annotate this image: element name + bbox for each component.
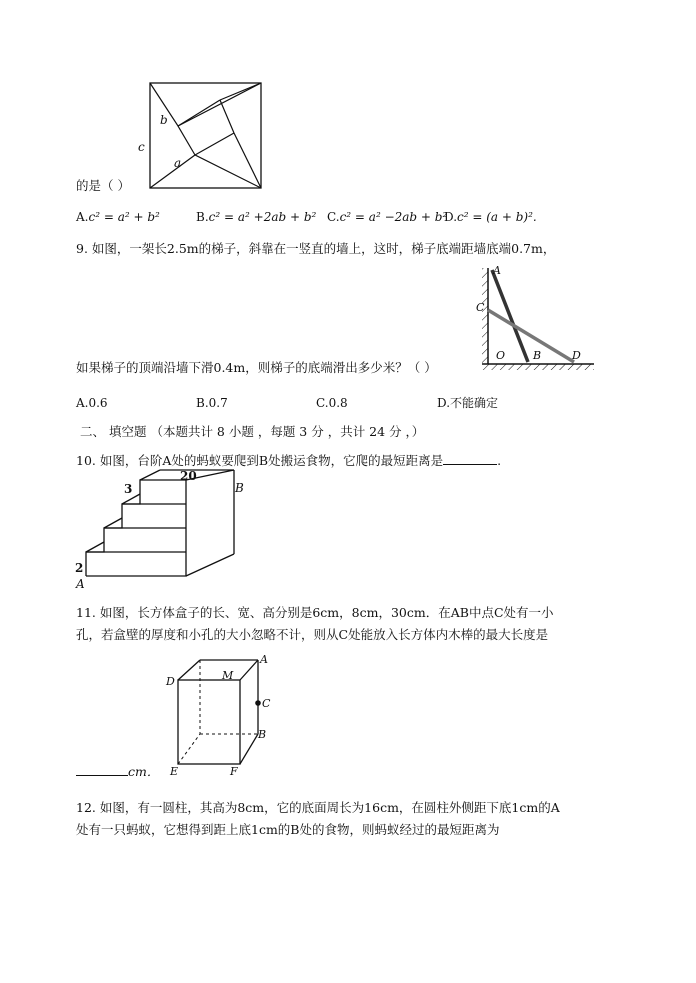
q10-label-3: 3 — [124, 482, 133, 496]
q12-line1: 12. 如图，有一圆柱，其高为8cm，它的底面周长为16cm，在圆柱外侧距下底1cm的A — [76, 800, 560, 815]
q11-label-F: F — [230, 765, 238, 778]
q9-figure — [472, 262, 600, 374]
q9-label-O: O — [496, 349, 506, 362]
section2-title: 二、 填空题 （本题共计 8 小题 ，每题 3 分 ，共计 24 分 ，） — [80, 424, 425, 439]
q9-option-d: D.不能确定 — [437, 396, 499, 410]
q10-text: 10. 如图，台阶A处的蚂蚁要爬到B处搬运食物，它爬的最短距离是 . — [76, 453, 502, 468]
q11-answer-blank[interactable] — [76, 764, 128, 776]
q11-label-M: M — [222, 669, 234, 682]
q8-figure — [138, 78, 270, 193]
q10-label-A: A — [76, 577, 85, 591]
q10-label-B: B — [235, 481, 244, 495]
q8-label-c: c — [138, 140, 145, 154]
q8-option-d: D.c² = (a + b)². — [444, 210, 537, 224]
q9-label-D: D — [572, 349, 581, 362]
q8-option-a: A.c² = a² + b² — [76, 210, 160, 224]
q10-label-20: 20 — [180, 469, 197, 483]
q9-label-B: B — [533, 349, 542, 362]
q11-label-D: D — [166, 675, 175, 688]
q11-label-C: C — [262, 697, 271, 710]
q9-line2: 如果梯子的顶端沿墙下滑0.4m，则梯子的底端滑出多少米？（ ） — [76, 360, 437, 375]
q9-label-A: A — [493, 264, 501, 277]
q8-label-b: b — [160, 113, 168, 127]
q11-label-B: B — [258, 728, 267, 741]
q8-label-a: a — [174, 156, 182, 170]
q8-stem-tail: 的是（ ） — [76, 178, 130, 193]
q11-figure — [162, 652, 282, 780]
q9-line1: 9. 如图，一架长2.5m的梯子，斜靠在一竖直的墙上，这时，梯子底端距墙底端0.7m， — [76, 241, 556, 256]
q9-label-C: C — [476, 301, 485, 314]
q10-figure — [72, 466, 242, 592]
q12-line2: 处有一只蚂蚁，它想得到距上底1cm的B处的食物，则蚂蚁经过的最短距离为 — [76, 822, 500, 837]
q10-label-2: 2 — [75, 561, 84, 575]
q11-line2: 孔，若盒壁的厚度和小孔的大小忽略不计，则从C处能放入长方体内木棒的最大长度是 — [76, 627, 549, 642]
q9-option-a: A.0.6 — [76, 396, 108, 410]
q11-answer-line: cm． — [76, 764, 159, 780]
q11-label-A: A — [260, 653, 268, 666]
q9-option-c: C.0.8 — [316, 396, 348, 410]
q11-label-E: E — [170, 765, 179, 778]
q9-option-b: B.0.7 — [196, 396, 228, 410]
q10-answer-blank[interactable] — [443, 453, 497, 465]
q8-option-b: B.c² = a² +2ab + b² — [196, 210, 317, 224]
q8-option-c: C.c² = a² −2ab + b² — [327, 210, 448, 224]
q11-line1: 11. 如图，长方体盒子的长、宽、高分别是6cm，8cm，30cm．在AB中点C处有一小 — [76, 605, 554, 620]
